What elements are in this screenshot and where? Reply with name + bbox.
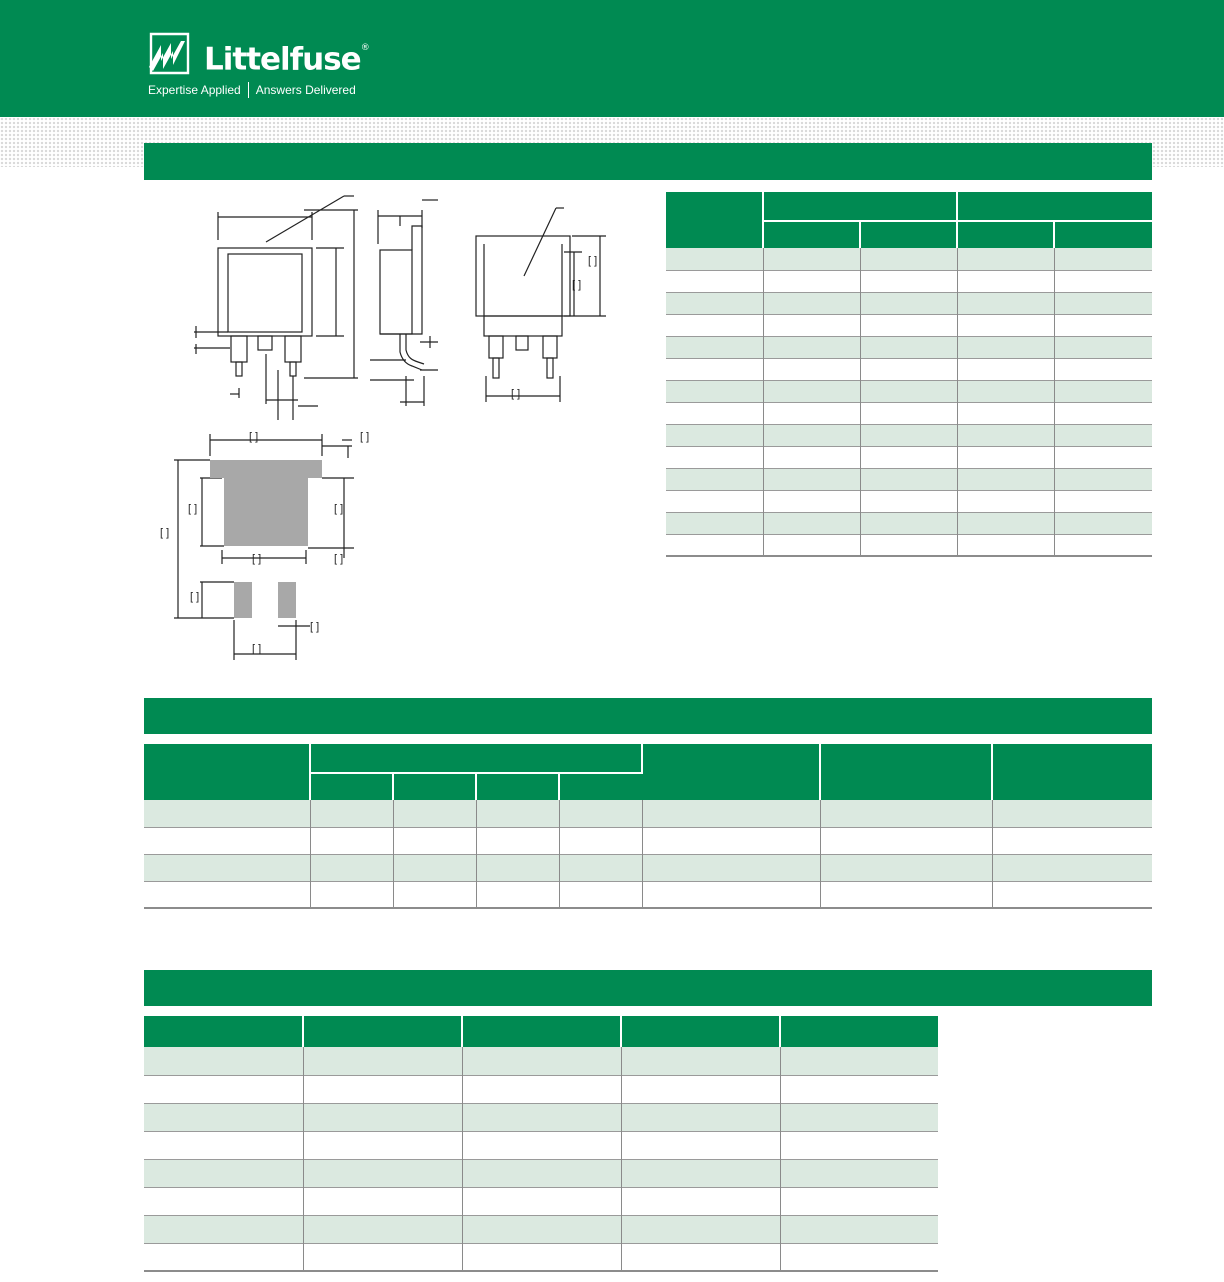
dim-bracket: [ ] — [310, 621, 320, 633]
table-cell — [1054, 402, 1152, 424]
table-cell — [1054, 380, 1152, 402]
table-row — [666, 314, 1152, 336]
table-cell — [144, 1187, 303, 1215]
table-cell — [992, 800, 1152, 827]
dim-bracket: [ ] — [252, 553, 262, 565]
specs-subheader-1 — [310, 773, 393, 800]
page-header — [0, 0, 1224, 117]
tagline-divider — [248, 82, 249, 98]
table-cell — [957, 424, 1054, 446]
table-cell — [763, 248, 860, 270]
table-cell — [642, 881, 820, 908]
table-cell — [621, 1187, 780, 1215]
brand-tagline — [148, 82, 356, 98]
dim-bracket: [ ] — [252, 643, 262, 655]
table-cell — [303, 1103, 462, 1131]
table-cell — [780, 1131, 938, 1159]
table-row — [666, 270, 1152, 292]
ordering-table — [144, 1016, 938, 1272]
table-cell — [860, 314, 957, 336]
table-cell — [303, 1159, 462, 1187]
table-cell — [780, 1215, 938, 1243]
specifications-table — [144, 744, 1152, 909]
table-row — [144, 1215, 938, 1243]
table-cell — [462, 1215, 621, 1243]
table-cell — [144, 1159, 303, 1187]
table-row — [666, 402, 1152, 424]
table-row — [666, 380, 1152, 402]
table-cell — [763, 358, 860, 380]
top-view-outline — [194, 196, 358, 420]
table-cell — [860, 446, 957, 468]
table-cell — [1054, 336, 1152, 358]
specs-subheader-2 — [393, 773, 476, 800]
table-cell — [957, 446, 1054, 468]
table-row — [666, 292, 1152, 314]
table-cell — [559, 827, 642, 854]
table-cell — [144, 1103, 303, 1131]
table-cell — [642, 854, 820, 881]
table-cell — [860, 424, 957, 446]
table-row — [666, 512, 1152, 534]
table-cell — [462, 1243, 621, 1271]
table-cell — [666, 336, 763, 358]
table-cell — [144, 1215, 303, 1243]
table-cell — [310, 800, 393, 827]
table-row — [144, 1159, 938, 1187]
table-row — [666, 490, 1152, 512]
specs-header-col6 — [642, 744, 820, 800]
table-cell — [763, 468, 860, 490]
dimensions-header-min-a — [763, 221, 860, 248]
table-cell — [621, 1215, 780, 1243]
specs-subheader-3 — [476, 773, 559, 800]
table-row — [666, 248, 1152, 270]
ordering-header-1 — [144, 1016, 303, 1047]
specs-subheader-4 — [559, 773, 642, 800]
table-cell — [860, 292, 957, 314]
dimensions-header-group-b — [957, 192, 1152, 221]
table-row — [144, 800, 1152, 827]
table-cell — [310, 854, 393, 881]
table-cell — [820, 881, 992, 908]
table-cell — [642, 827, 820, 854]
table-cell — [559, 854, 642, 881]
table-row — [144, 827, 1152, 854]
table-cell — [666, 468, 763, 490]
table-cell — [780, 1159, 938, 1187]
table-cell — [666, 446, 763, 468]
footprint-pads — [210, 460, 322, 618]
ordering-header-3 — [462, 1016, 621, 1047]
table-cell — [1054, 446, 1152, 468]
table-cell — [780, 1243, 938, 1271]
table-cell — [462, 1103, 621, 1131]
dim-bracket: [ ] — [190, 591, 200, 603]
dim-bracket: [ ] — [511, 388, 521, 400]
table-row — [666, 446, 1152, 468]
table-cell — [957, 292, 1054, 314]
table-cell — [476, 881, 559, 908]
table-cell — [860, 468, 957, 490]
ordering-header-5 — [780, 1016, 938, 1047]
package-dimension-drawing — [144, 180, 624, 670]
table-row — [666, 468, 1152, 490]
table-cell — [621, 1047, 780, 1075]
table-cell — [666, 248, 763, 270]
table-cell — [666, 358, 763, 380]
table-row — [144, 854, 1152, 881]
table-cell — [303, 1215, 462, 1243]
table-cell — [144, 881, 310, 908]
ordering-header-4 — [621, 1016, 780, 1047]
tagline-right: Answers Delivered — [255, 83, 356, 97]
bottom-view-outline — [476, 208, 606, 402]
table-row — [666, 336, 1152, 358]
dim-bracket: [ ] — [334, 503, 344, 515]
table-cell — [860, 534, 957, 556]
specs-header-part — [144, 744, 310, 800]
table-cell — [763, 490, 860, 512]
table-cell — [1054, 512, 1152, 534]
dim-bracket: [ ] — [188, 503, 198, 515]
table-cell — [780, 1103, 938, 1131]
specs-header-col8 — [992, 744, 1152, 800]
table-cell — [666, 314, 763, 336]
table-cell — [462, 1187, 621, 1215]
table-cell — [763, 402, 860, 424]
table-cell — [860, 248, 957, 270]
table-cell — [666, 402, 763, 424]
table-cell — [1054, 424, 1152, 446]
table-row — [666, 358, 1152, 380]
table-cell — [763, 314, 860, 336]
table-cell — [462, 1159, 621, 1187]
table-cell — [957, 380, 1054, 402]
table-cell — [860, 490, 957, 512]
table-cell — [957, 402, 1054, 424]
specs-header-col7 — [820, 744, 992, 800]
table-cell — [763, 534, 860, 556]
dimensions-header-max-b — [1054, 221, 1152, 248]
table-cell — [393, 800, 476, 827]
table-cell — [144, 827, 310, 854]
dimensions-header-min-b — [957, 221, 1054, 248]
table-cell — [957, 468, 1054, 490]
table-cell — [621, 1103, 780, 1131]
table-cell — [957, 270, 1054, 292]
table-row — [144, 881, 1152, 908]
table-cell — [763, 424, 860, 446]
dimensions-table — [666, 192, 1152, 557]
table-cell — [621, 1131, 780, 1159]
table-cell — [1054, 468, 1152, 490]
ordering-table-body — [144, 1047, 938, 1271]
table-cell — [1054, 248, 1152, 270]
section-bar-ordering — [144, 970, 1152, 1006]
table-cell — [303, 1047, 462, 1075]
table-cell — [992, 854, 1152, 881]
table-cell — [820, 827, 992, 854]
table-cell — [476, 800, 559, 827]
table-row — [666, 424, 1152, 446]
littelfuse-logo-icon — [147, 32, 190, 75]
table-cell — [1054, 270, 1152, 292]
tagline-left: Expertise Applied — [148, 83, 241, 97]
table-cell — [303, 1243, 462, 1271]
table-cell — [763, 292, 860, 314]
table-cell — [763, 446, 860, 468]
side-view-outline — [370, 200, 438, 406]
table-cell — [763, 380, 860, 402]
dimensions-header-dimension — [666, 192, 763, 248]
table-cell — [666, 424, 763, 446]
table-cell — [666, 292, 763, 314]
table-cell — [780, 1047, 938, 1075]
table-cell — [957, 512, 1054, 534]
dim-bracket: [ ] — [249, 431, 259, 443]
table-cell — [144, 1047, 303, 1075]
table-row — [666, 534, 1152, 556]
table-cell — [957, 248, 1054, 270]
table-cell — [666, 270, 763, 292]
table-row — [144, 1187, 938, 1215]
table-cell — [621, 1243, 780, 1271]
table-cell — [642, 800, 820, 827]
table-cell — [666, 380, 763, 402]
ordering-header-2 — [303, 1016, 462, 1047]
table-cell — [1054, 292, 1152, 314]
brand-name: Littelfuse® — [204, 41, 369, 78]
table-cell — [666, 512, 763, 534]
table-cell — [860, 270, 957, 292]
dimensions-header-group-a — [763, 192, 957, 221]
table-cell — [621, 1159, 780, 1187]
table-cell — [763, 336, 860, 358]
table-row — [144, 1047, 938, 1075]
table-cell — [992, 881, 1152, 908]
table-cell — [763, 270, 860, 292]
table-cell — [860, 380, 957, 402]
table-cell — [992, 827, 1152, 854]
table-cell — [393, 827, 476, 854]
table-cell — [303, 1075, 462, 1103]
dimensions-header-max-a — [860, 221, 957, 248]
specifications-table-body — [144, 800, 1152, 908]
table-cell — [957, 314, 1054, 336]
dim-bracket: [ ] — [160, 527, 170, 539]
table-cell — [860, 358, 957, 380]
table-cell — [144, 854, 310, 881]
section-bar-specifications — [144, 698, 1152, 734]
table-cell — [957, 534, 1054, 556]
table-cell — [393, 854, 476, 881]
table-cell — [144, 1243, 303, 1271]
table-cell — [462, 1075, 621, 1103]
table-cell — [860, 402, 957, 424]
table-cell — [462, 1131, 621, 1159]
table-cell — [476, 854, 559, 881]
table-cell — [303, 1131, 462, 1159]
table-row — [144, 1075, 938, 1103]
table-cell — [957, 358, 1054, 380]
section-bar-dimensions — [144, 143, 1152, 180]
dimensions-table-body — [666, 248, 1152, 556]
table-cell — [310, 881, 393, 908]
table-cell — [666, 534, 763, 556]
table-row — [144, 1243, 938, 1271]
table-cell — [820, 854, 992, 881]
table-cell — [310, 827, 393, 854]
table-cell — [666, 490, 763, 512]
table-row — [144, 1131, 938, 1159]
table-cell — [1054, 534, 1152, 556]
table-cell — [763, 512, 860, 534]
table-cell — [476, 827, 559, 854]
table-cell — [462, 1047, 621, 1075]
table-cell — [780, 1187, 938, 1215]
table-row — [144, 1103, 938, 1131]
table-cell — [393, 881, 476, 908]
table-cell — [1054, 314, 1152, 336]
table-cell — [559, 881, 642, 908]
table-cell — [860, 336, 957, 358]
table-cell — [144, 1131, 303, 1159]
table-cell — [144, 800, 310, 827]
table-cell — [820, 800, 992, 827]
dim-bracket: [ ] — [334, 553, 344, 565]
table-cell — [559, 800, 642, 827]
dim-bracket: [ ] — [572, 279, 582, 291]
table-cell — [780, 1075, 938, 1103]
table-cell — [1054, 358, 1152, 380]
table-cell — [144, 1075, 303, 1103]
table-cell — [1054, 490, 1152, 512]
dim-bracket: [ ] — [588, 255, 598, 267]
table-cell — [621, 1075, 780, 1103]
table-cell — [957, 490, 1054, 512]
table-cell — [303, 1187, 462, 1215]
dim-bracket: [ ] — [360, 431, 370, 443]
table-cell — [957, 336, 1054, 358]
specs-header-group — [310, 744, 642, 773]
table-cell — [860, 512, 957, 534]
